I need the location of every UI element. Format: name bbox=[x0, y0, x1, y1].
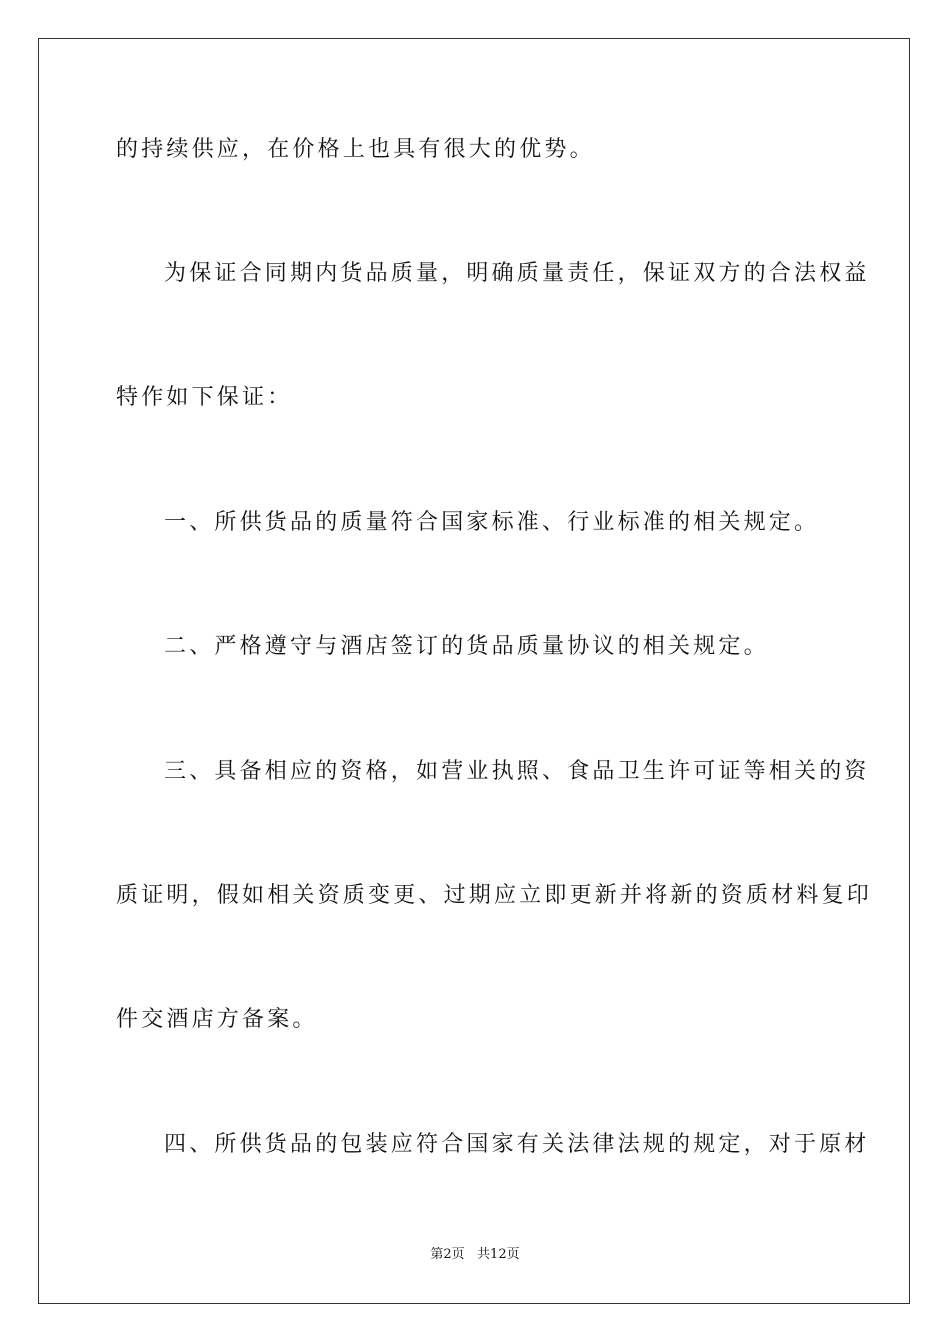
paragraph-line: 四、所供货品的包装应符合国家有关法律法规的规定，对于原材 bbox=[164, 1132, 870, 1157]
paragraph-line: 一、所供货品的质量符合国家标准、行业标准的相关规定。 bbox=[164, 510, 820, 535]
paragraph-line: 特作如下保证： bbox=[116, 385, 293, 410]
page-number-footer: 第2页 共12页 bbox=[430, 1247, 520, 1262]
page-frame bbox=[38, 38, 910, 1304]
paragraph-line: 为保证合同期内货品质量，明确质量责任，保证双方的合法权益 bbox=[164, 261, 870, 286]
paragraph-line: 质证明，假如相关资质变更、过期应立即更新并将新的资质材料复印 bbox=[116, 883, 873, 908]
paragraph-line: 件交酒店方备案。 bbox=[116, 1007, 318, 1032]
paragraph-line: 三、具备相应的资格，如营业执照、食品卫生许可证等相关的资 bbox=[164, 759, 870, 784]
paragraph-line: 的持续供应，在价格上也具有很大的优势。 bbox=[116, 137, 595, 162]
paragraph-line: 二、严格遵守与酒店签订的货品质量协议的相关规定。 bbox=[164, 634, 769, 659]
